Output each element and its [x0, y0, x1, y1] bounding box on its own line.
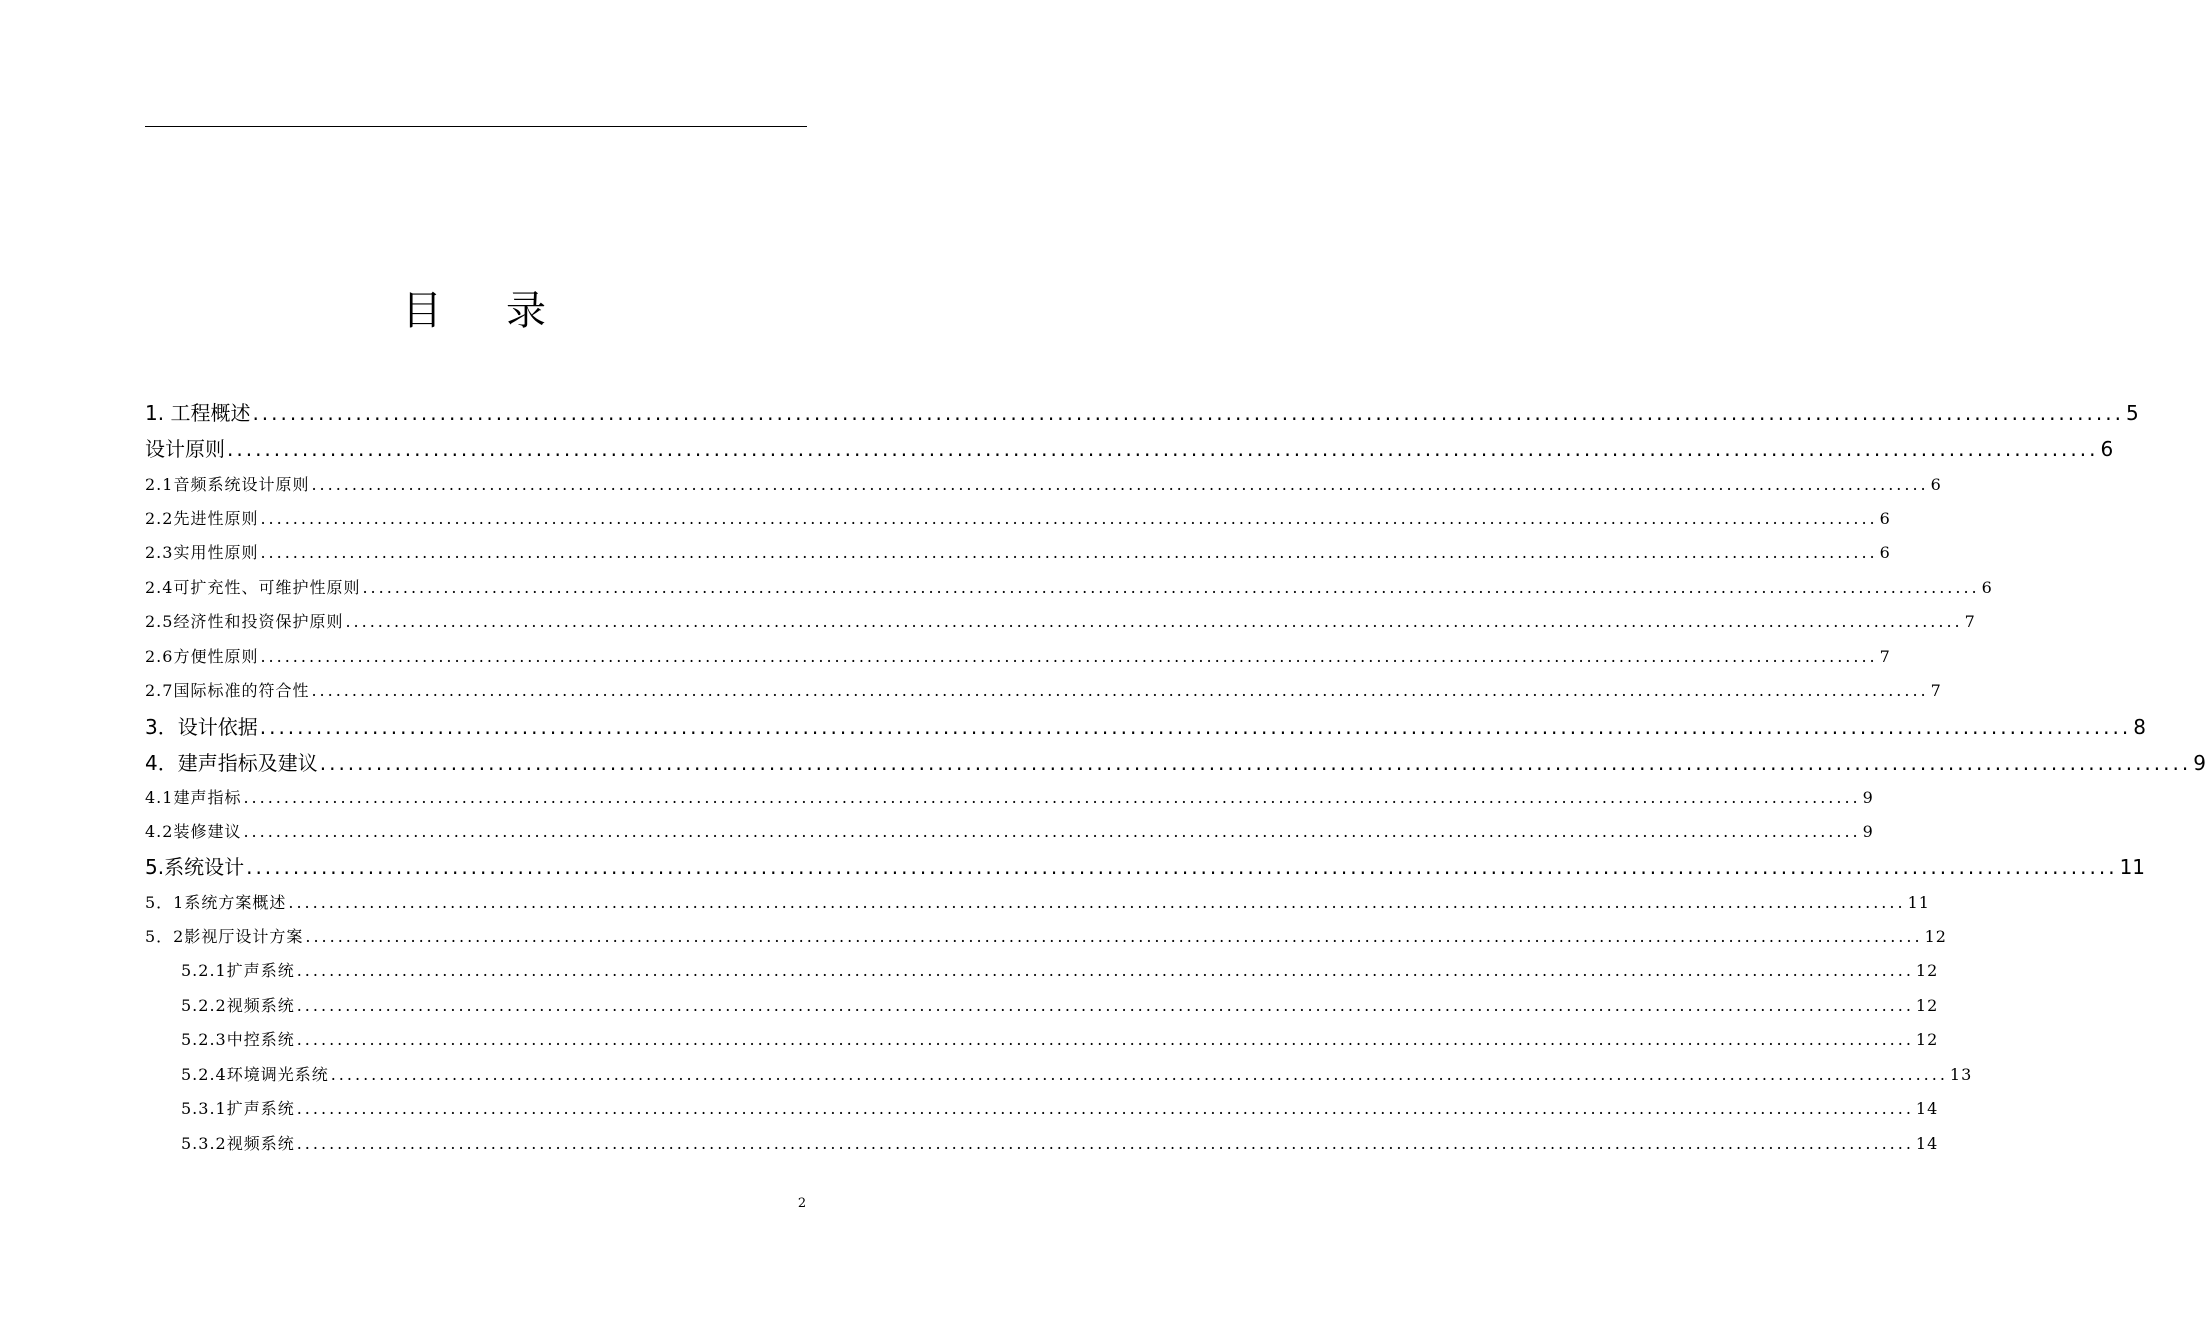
toc-leader: ........................................................................................................................................................................................................	[260, 543, 1878, 562]
toc-entry[interactable]	[181, 1132, 1939, 1156]
toc-entry-page: 6	[1930, 475, 1942, 494]
toc-entry[interactable]	[145, 645, 1891, 669]
toc-leader: ........................................................................................................................................................................................................	[296, 1134, 1914, 1153]
toc-entry-page: 7	[1964, 612, 1976, 631]
toc-entry[interactable]	[145, 713, 2146, 741]
page-number: 2	[797, 1196, 807, 1211]
toc-entry[interactable]	[145, 749, 2206, 777]
toc-entry-page: 9	[2193, 751, 2206, 775]
toc-entry-page: 8	[2133, 715, 2146, 739]
toc-entry[interactable]	[181, 1063, 1973, 1087]
toc-entry-label: 5.2.1扩声系统	[181, 961, 295, 980]
title-char-1: 目	[402, 288, 444, 334]
toc-entry[interactable]	[145, 435, 2114, 463]
toc-entry-label: 2.4可扩充性、可维护性原则	[145, 578, 361, 597]
toc-entry-page: 11	[2119, 855, 2146, 879]
toc-entry-label: 4.1建声指标	[145, 788, 242, 807]
toc-entry-label: 2.7国际标准的符合性	[145, 681, 310, 700]
toc-entry-page: 12	[1924, 927, 1947, 946]
toc-entry-label: 5.2.2视频系统	[181, 996, 295, 1015]
toc-leader: ........................................................................................................................................................................................................	[260, 647, 1878, 666]
toc-leader: ........................................................................................................................................................................................................	[243, 788, 1861, 807]
toc-leader: ........................................................................................................................................................................................................	[311, 475, 1929, 494]
toc-entry-label: 4．建声指标及建议	[145, 751, 318, 775]
toc-entry[interactable]	[181, 1097, 1939, 1121]
toc-leader: ........................................................................................................................................................................................................	[296, 1030, 1914, 1049]
toc-entry[interactable]	[145, 925, 1947, 949]
toc-entry[interactable]	[145, 891, 1930, 915]
toc-entry-page: 14	[1915, 1134, 1939, 1153]
toc-entry-label: 2.2先进性原则	[145, 509, 259, 528]
toc-entry[interactable]	[145, 541, 1891, 565]
toc-entry[interactable]	[145, 576, 1993, 600]
toc-leader: ........................................................................................................................................................................................................	[243, 822, 1861, 841]
toc-entry-page: 12	[1915, 1030, 1939, 1049]
toc-entry[interactable]	[181, 1028, 1939, 1052]
toc-leader: ........................................................................................................................................................................................................	[260, 509, 1878, 528]
title-char-2: 录	[506, 288, 548, 334]
toc-entry-label: 5.2.3中控系统	[181, 1030, 295, 1049]
toc-entry[interactable]	[145, 679, 1942, 703]
toc-entry-page: 11	[1907, 893, 1930, 912]
toc-entry-label: 5.3.2视频系统	[181, 1134, 295, 1153]
toc-entry-label: 5．1系统方案概述	[145, 893, 287, 912]
toc-leader: ........................................................................................................................................................................................................	[362, 578, 1980, 597]
toc-entry-label: 2.1音频系统设计原则	[145, 475, 310, 494]
toc-entry-label: 4.2装修建议	[145, 822, 242, 841]
toc-leader: ........................................................................................................................................................................................................	[345, 612, 1963, 631]
toc-entry-label: 3．设计依据	[145, 715, 258, 739]
toc-leader: ........................................................................................................................................................................................................	[288, 893, 1906, 912]
toc-entry-page: 7	[1930, 681, 1942, 700]
toc-entry[interactable]	[145, 399, 2139, 427]
toc-entry[interactable]	[145, 853, 2146, 881]
toc-entry-label: 5.系统设计	[145, 855, 245, 879]
toc-entry-label: 5．2影视厅设计方案	[145, 927, 304, 946]
toc-entry-page: 14	[1915, 1099, 1939, 1118]
toc-leader: ........................................................................................................................................................................................................	[227, 437, 2099, 461]
page-title	[0, 285, 950, 337]
toc-entry-page: 6	[2100, 437, 2114, 461]
toc-leader: ........................................................................................................................................................................................................	[330, 1065, 1948, 1084]
toc-entry-page: 5	[2125, 401, 2139, 425]
toc-entry-page: 9	[1862, 788, 1874, 807]
toc-leader: ........................................................................................................................................................................................................	[259, 715, 2132, 739]
toc-entry-page: 6	[1879, 543, 1891, 562]
toc-leader: ........................................................................................................................................................................................................	[252, 401, 2124, 425]
toc-entry[interactable]	[145, 610, 1976, 634]
toc-leader: ........................................................................................................................................................................................................	[296, 1099, 1914, 1118]
toc-leader: ........................................................................................................................................................................................................	[296, 996, 1914, 1015]
toc-entry[interactable]	[181, 959, 1939, 983]
toc-entry-page: 9	[1862, 822, 1874, 841]
toc-entry-page: 12	[1915, 996, 1939, 1015]
toc-entry-page: 7	[1879, 647, 1891, 666]
toc-entry[interactable]	[145, 786, 1874, 810]
toc-entry-label: 1. 工程概述	[145, 401, 251, 425]
toc-entry-page: 6	[1879, 509, 1891, 528]
toc-entry[interactable]	[181, 994, 1939, 1018]
toc-leader: ........................................................................................................................................................................................................	[246, 855, 2118, 879]
toc-entry-page: 6	[1981, 578, 1993, 597]
toc-leader: ........................................................................................................................................................................................................	[319, 751, 2192, 775]
toc-entry-label: 2.5经济性和投资保护原则	[145, 612, 344, 631]
toc-entry-page: 13	[1949, 1065, 1973, 1084]
toc-entry[interactable]	[145, 507, 1891, 531]
header-rule	[145, 126, 807, 127]
toc-entry-label: 5.3.1扩声系统	[181, 1099, 295, 1118]
toc-entry-label: 2.3实用性原则	[145, 543, 259, 562]
toc-leader: ........................................................................................................................................................................................................	[296, 961, 1914, 980]
toc-leader: ........................................................................................................................................................................................................	[305, 927, 1923, 946]
toc-entry-label: 5.2.4环境调光系统	[181, 1065, 329, 1084]
toc-entry-label: 设计原则	[145, 437, 225, 461]
toc-entry-page: 12	[1915, 961, 1939, 980]
toc-entry[interactable]	[145, 473, 1942, 497]
toc-entry-label: 2.6方便性原则	[145, 647, 259, 666]
toc-entry[interactable]	[145, 820, 1874, 844]
toc-leader: ........................................................................................................................................................................................................	[311, 681, 1929, 700]
